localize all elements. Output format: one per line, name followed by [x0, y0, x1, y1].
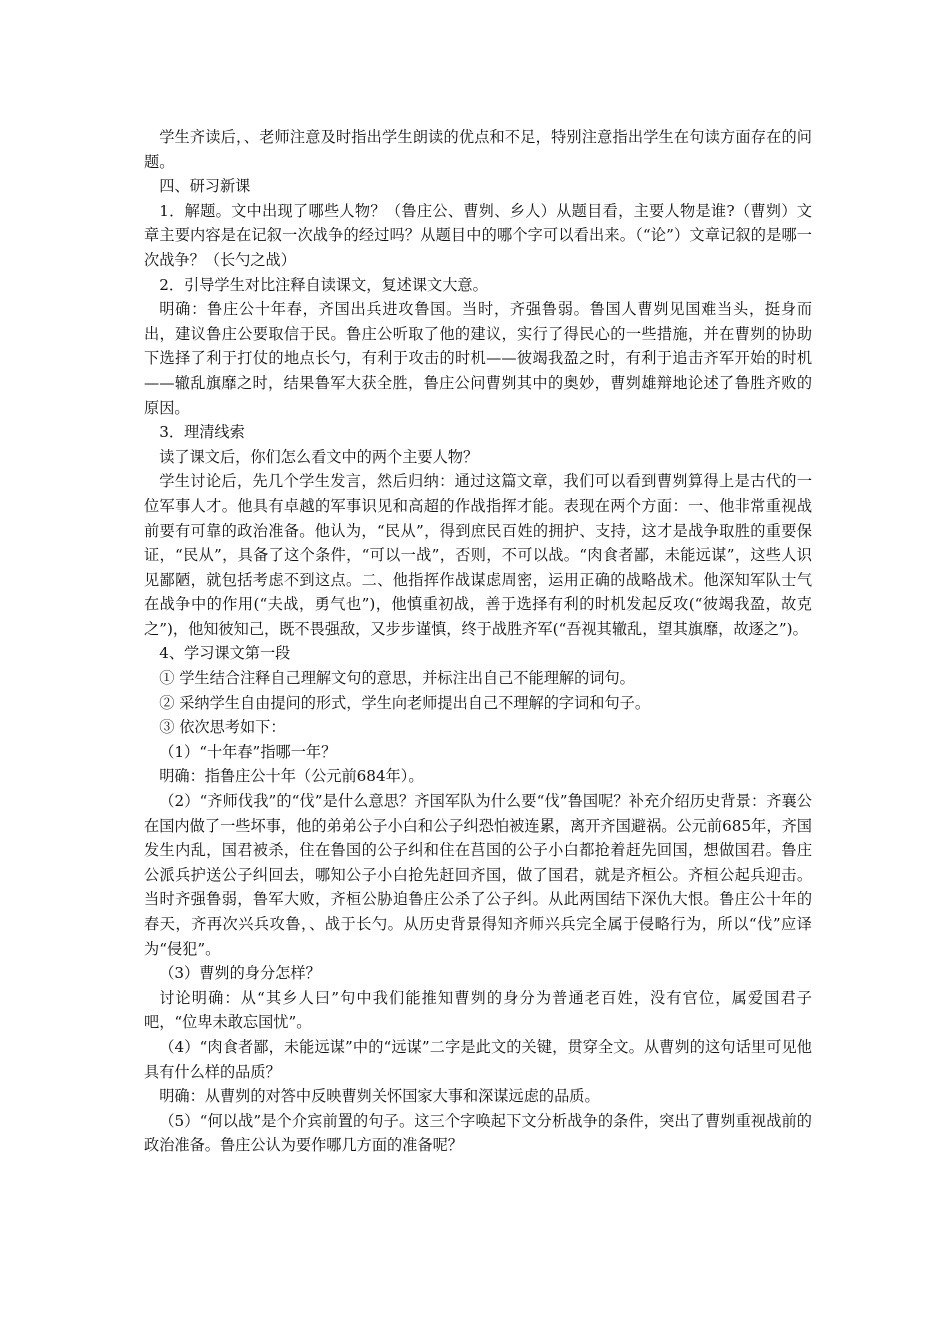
question-4: （4）“肉食者鄙，未能远谋”中的“远谋”二字是此文的关键，贯穿全文。从曹刿的这句话里可见他具有什么样的品质？ — [144, 1037, 812, 1081]
paragraph-topic-title: 1．解题。文中出现了哪些人物？（鲁庄公、曹刿、乡人）从题目看，主要人物是谁?（曹刿）文章主要内容是在记叙一次战争的经过吗？从题目中的哪个字可以看出来。（“论”）文章记叙的是哪一次战争？（长勺之战） — [144, 201, 812, 269]
answer-3: 讨论明确：从“其乡人曰”句中我们能推知曹刿的身分为普通老百姓，没有官位，属爱国君子吧，“位卑未敢忘国忧”。 — [144, 988, 812, 1032]
paragraph-discussion: 学生讨论后，先几个学生发言，然后归纳：通过这篇文章，我们可以看到曹刿算得上是古代的一位军事人才。他具有卓越的军事识见和高超的作战指挥才能。表现在两个方面：一、他非常重视战前要有可靠的政治准备。他认为，“民从”，得到庶民百姓的拥护、支持，这才是战争取胜的重要保证，“民从”，具备了这个条件，“可以一战”，否则，不可以战。“肉食者鄙，未能远谋”，这些人识见鄙陋，就包括考虑不到这点。二、他指挥作战谋虑周密，运用正确的战略战术。他深知军队士气在战争中的作用(“夫战，勇气也”)，他慎重初战，善于选择有利的时机发起反攻(“彼竭我盈，故克之”)，他知彼知己，既不畏强敌，又步步谨慎，终于战胜齐军(“吾视其辙乱，望其旗靡，故逐之”)。 — [144, 472, 812, 638]
answer-1: 明确：指鲁庄公十年（公元前684年）。 — [159, 767, 424, 786]
question-5: （5）“何以战”是个介宾前置的句子。这三个字唤起下文分析战争的条件，突出了曹刿重视战前的政治准备。鲁庄公认为要作哪几方面的准备呢？ — [144, 1111, 812, 1155]
section-heading-4: 四、研习新课 — [159, 177, 251, 196]
list-item-2: ② 采纳学生自由提问的形式，学生向老师提出自己不理解的字词和句子。 — [159, 693, 651, 712]
paragraph-summary: 明确：鲁庄公十年春，齐国出兵进攻鲁国。当时，齐强鲁弱。鲁国人曹刿见国难当头，挺身而出，建议鲁庄公要取信于民。鲁庄公听取了他的建议，实行了得民心的一些措施，并在曹刿的协助下选择了利于打仗的地点长勺，有利于攻击的时机——彼竭我盈之时，有利于追击齐军开始的时机——辙乱旗靡之时，结果鲁军大获全胜，鲁庄公问曹刿其中的奥妙，曹刿雄辩地论述了鲁胜齐败的原因。 — [144, 300, 812, 417]
list-item-1: ① 学生结合注释自己理解文句的意思，并标注出自己不能理解的词句。 — [159, 669, 635, 688]
paragraph-question: 读了课文后，你们怎么看文中的两个主要人物？ — [159, 447, 479, 466]
subheading-clues: 3．理清线索 — [159, 423, 245, 442]
list-item-3: ③ 依次思考如下： — [159, 718, 286, 737]
question-2-with-background: （2）“齐师伐我”的“伐”是什么意思？齐国军队为什么要“伐”鲁国呢？补充介绍历史背景：齐襄公在国内做了一些坏事，他的弟弟公子小白和公子纠恐怕被连累，离开齐国避祸。公元前685年，齐国发生内乱，国君被杀，住在鲁国的公子纠和住在莒国的公子小白都抢着赶先回国，想做国君。鲁庄公派兵护送公子纠回去，哪知公子小白抢先赶回齐国，做了国君，就是齐桓公。齐桓公起兵迎击。当时齐强鲁弱，鲁军大败，齐桓公胁迫鲁庄公杀了公子纠。从此两国结下深仇大恨。鲁庄公十年的春天，齐再次兴兵攻鲁，、战于长勺。从历史背景得知齐师兴兵完全属于侵略行为，所以“伐”应译为“侵犯”。 — [144, 792, 812, 958]
subheading-first-section: 4、学习课文第一段 — [159, 644, 291, 663]
paragraph-1: 学生齐读后，、老师注意及时指出学生朗读的优点和不足，特别注意指出学生在句读方面存在的问题。 — [144, 128, 812, 171]
paragraph-read-compare: 2．引导学生对比注释自读课文，复述课文大意。 — [159, 275, 488, 294]
question-1: （1）“十年春”指哪一年？ — [159, 742, 337, 761]
document-body — [144, 125, 812, 1158]
answer-4: 明确：从曹刿的对答中反映曹刿关怀国家大事和深谋远虑的品质。 — [159, 1087, 600, 1106]
question-3: （3）曹刿的身分怎样？ — [159, 964, 321, 983]
